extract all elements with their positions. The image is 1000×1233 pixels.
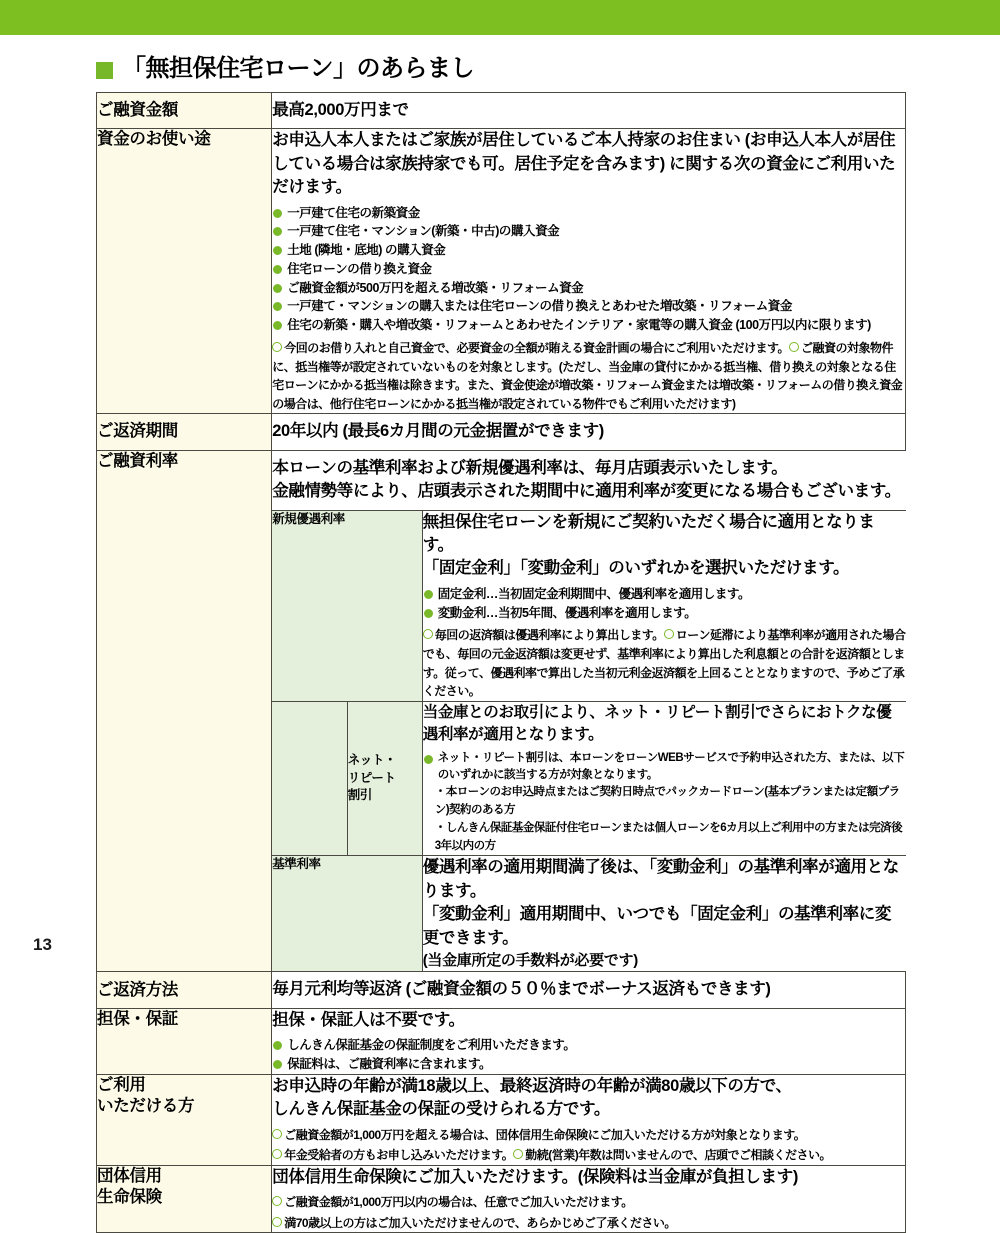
net-repeat-dash-1: ・本ローンのお申込時点またはご契約日時点でパックカードローン(基本プランまたは定額プラン)契約のある方 <box>434 786 900 817</box>
row-label-interest-rate: ご融資利率 <box>97 450 272 972</box>
row-value-interest-rate <box>272 450 906 972</box>
new-preferential-notes <box>423 626 906 700</box>
row-value-collateral <box>272 1008 906 1074</box>
list-item: 住宅の新築・購入や増改築・リフォームとあわせたインテリア・家電等の購入資金 (100万円以内に限ります) <box>272 316 905 335</box>
new-preferential-lead-2: 「固定金利」「変動金利」のいずれかを選択いただけます。 <box>422 559 850 578</box>
row-value-fund-use <box>272 129 906 414</box>
row-label-eligibility <box>97 1074 272 1165</box>
repayment-method-value: 毎月元利均等返済 (ご融資金額の５０％までボーナス返済もできます) <box>272 980 771 999</box>
table-row-repayment-method <box>97 972 906 1008</box>
note-text: 満70歳以上の方はご加入いただけませんので、あらかじめご了承ください。 <box>284 1215 676 1230</box>
fund-use-notes <box>272 339 905 413</box>
eligibility-lead-2: しんきん保証基金の保証の受けられる方です。 <box>272 1100 611 1119</box>
hollow-circle-icon <box>272 1129 282 1139</box>
table-row-group-credit-insurance <box>97 1165 906 1233</box>
net-repeat-label-line-2: リピート <box>347 770 396 785</box>
square-bullet-icon <box>96 62 113 79</box>
table-row-interest-rate <box>97 450 906 972</box>
row-value-eligibility <box>272 1074 906 1165</box>
subrow-base-rate <box>272 856 905 971</box>
gci-label-line-1: 団体信用 <box>97 1166 162 1185</box>
page-number: 13 <box>33 935 52 954</box>
hollow-circle-icon <box>423 629 433 639</box>
gci-lead: 団体信用生命保険にご加入いただけます。(保険料は当金庫が負担します) <box>272 1167 798 1186</box>
note-text: ご融資の対象物件に、抵当権等が設定されていないものを対象とします。(ただし、当金庫の貸付にかかる抵当権、借り換えの対象となる住宅ローンにかかる抵当権は除きます。また、資金使途が増改築・リフォーム資金または増改築・リフォームの借り換え資金の場合は、他行住宅ローンにかかる抵当権が設定されている物件でもご利用いただけます) <box>272 340 903 411</box>
interest-rate-subtable <box>272 451 905 972</box>
list-item: しんきん保証基金の保証制度をご利用いただきます。 <box>272 1036 905 1055</box>
list-item: 固定金利…当初固定金利期間中、優遇利率を適用します。 <box>423 585 906 604</box>
loan-amount-value: 最高2,000万円まで <box>272 101 409 119</box>
subvalue-base-rate <box>422 856 905 971</box>
collateral-lead: 担保・保証人は不要です。 <box>272 1010 465 1029</box>
new-preferential-lead-1: 無担保住宅ローンを新規にご契約いただく場合に適用となります。 <box>422 512 875 554</box>
row-value-group-credit-insurance <box>272 1165 906 1233</box>
list-item: ネット・リピート割引は、本ローンをローンWEBサービスで予約申込された方、または、以下のいずれかに該当する方が対象となります。 <box>423 750 906 785</box>
base-rate-lead-1: 優遇利率の適用期間満了後は、「変動金利」の基準利率が適用となります。 <box>422 858 899 900</box>
collateral-bullet-list <box>272 1036 905 1074</box>
gci-note-1 <box>272 1193 905 1212</box>
repayment-period-value: 20年以内 (最長6カ月間の元金据置ができます) <box>272 422 604 441</box>
eligibility-label-line-1: ご利用 <box>97 1075 146 1094</box>
list-item: 変動金利…当初5年間、優遇利率を適用します。 <box>423 604 906 623</box>
interest-rate-lead-2: 金融情勢等により、店頭表示された期間中に適用利率が変更になる場合もございます。 <box>272 482 901 501</box>
hollow-circle-icon <box>272 1149 282 1159</box>
eligibility-note-2 <box>272 1146 905 1165</box>
gci-note-2 <box>272 1214 905 1233</box>
note-text: 年金受給者の方もお申し込みいただけます。 <box>284 1148 514 1163</box>
row-value-repayment-period <box>272 414 906 450</box>
list-item: 一戸建て・マンションの購入または住宅ローンの借り換えとあわせた増改築・リフォーム資金 <box>272 297 905 316</box>
subrow-net-repeat <box>272 701 905 856</box>
list-item: 一戸建て住宅・マンション(新築・中古)の購入資金 <box>272 222 905 241</box>
net-repeat-indent-spacer <box>272 701 347 856</box>
subvalue-net-repeat <box>422 701 905 856</box>
note-text: ローン延滞により基準利率が適用された場合でも、毎回の元金返済額は変更せず、基準利率により算出した利息額との合計を返済額とします。従って、優遇利率で算出した当初元利金返済額を上回ることとなりますので、予めご了承ください。 <box>422 628 906 699</box>
gci-label-line-2: 生命保険 <box>97 1187 162 1206</box>
net-repeat-bullet-list <box>423 750 906 785</box>
eligibility-label-line-2: いただける方 <box>97 1096 195 1115</box>
row-label-loan-amount: ご融資金額 <box>97 93 272 129</box>
table-row-repayment-period <box>97 414 906 450</box>
interest-rate-intro-row <box>272 451 905 510</box>
list-item: 一戸建て住宅の新築資金 <box>272 204 905 223</box>
subvalue-new-preferential <box>422 510 905 701</box>
list-item: 住宅ローンの借り換え資金 <box>272 260 905 279</box>
hollow-circle-icon <box>272 1196 282 1206</box>
hollow-circle-icon <box>272 1217 282 1227</box>
note-text: ご融資金額が1,000万円以内の場合は、任意でご加入いただけます。 <box>284 1195 633 1210</box>
row-value-loan-amount <box>272 93 906 129</box>
new-preferential-bullet-list <box>423 585 906 623</box>
subrow-new-preferential <box>272 510 905 701</box>
row-label-repayment-method: ご返済方法 <box>97 972 272 1008</box>
document-page <box>0 35 1000 1230</box>
row-label-group-credit-insurance <box>97 1165 272 1233</box>
net-repeat-lead: 当金庫とのお取引により、ネット・リピート割引でさらにおトクな優遇利率が適用となります。 <box>422 703 892 743</box>
sublabel-net-repeat <box>347 701 422 856</box>
net-repeat-dash-2: ・しんきん保証基金保証付住宅ローンまたは個人ローンを6カ月以上ご利用中の方または完済後3年以内の方 <box>434 821 903 852</box>
interest-rate-lead-1: 本ローンの基準利率および新規優遇利率は、毎月店頭表示いたします。 <box>272 458 788 477</box>
table-row-eligibility <box>97 1074 906 1165</box>
base-rate-paren: (当金庫所定の手数料が必要です) <box>422 952 638 970</box>
row-label-collateral: 担保・保証 <box>97 1008 272 1074</box>
net-repeat-label-line-3: 割引 <box>347 788 372 803</box>
row-label-fund-use: 資金のお使い途 <box>97 129 272 414</box>
note-text: 毎回の返済額は優遇利率により算出します。 <box>434 628 664 643</box>
eligibility-lead-1: お申込時の年齢が満18歳以上、最終返済時の年齢が満80歳以下の方で、 <box>272 1076 792 1095</box>
top-green-band <box>0 0 1000 35</box>
page-title-text: 「無担保住宅ローン」のあらまし <box>122 55 475 82</box>
list-item: 保証料は、ご融資利率に含まれます。 <box>272 1055 905 1074</box>
list-item: 土地 (隣地・底地) の購入資金 <box>272 241 905 260</box>
sublabel-new-preferential: 新規優遇利率 <box>272 510 422 701</box>
row-label-repayment-period: ご返済期間 <box>97 414 272 450</box>
table-row-loan-amount <box>97 93 906 129</box>
table-row-collateral <box>97 1008 906 1074</box>
list-item: ご融資金額が500万円を超える増改築・リフォーム資金 <box>272 279 905 298</box>
hollow-circle-icon <box>664 629 674 639</box>
note-text: 今回のお借り入れと自己資金で、必要資金の全額が賄える資金計画の場合にご利用いただけます。 <box>284 340 790 355</box>
loan-summary-table <box>96 92 906 1233</box>
note-text: 勤続(営業)年数は問いませんので、店頭でご相談ください。 <box>525 1148 832 1163</box>
sublabel-base-rate: 基準利率 <box>272 856 422 971</box>
hollow-circle-icon <box>789 342 799 352</box>
note-text: ご融資金額が1,000万円を超える場合は、団体信用生命保険にご加入いただける方が対象となります。 <box>284 1127 806 1142</box>
table-row-fund-use <box>97 129 906 414</box>
page-title <box>96 57 474 81</box>
fund-use-lead: お申込人本人またはご家族が居住しているご本人持家のお住まい (お申込人本人が居住している場合は家族持家でも可。居住予定を含みます) に関する次の資金にご利用いただけます。 <box>272 131 896 197</box>
base-rate-lead-2: 「変動金利」適用期間中、いつでも「固定金利」の基準利率に変更できます。 <box>422 905 892 947</box>
hollow-circle-icon <box>513 1149 523 1159</box>
eligibility-note-1 <box>272 1126 905 1145</box>
net-repeat-label-line-1: ネット・ <box>347 752 397 767</box>
interest-rate-intro <box>272 451 905 510</box>
row-value-repayment-method <box>272 972 906 1008</box>
hollow-circle-icon <box>272 342 282 352</box>
fund-use-bullet-list <box>272 204 905 335</box>
